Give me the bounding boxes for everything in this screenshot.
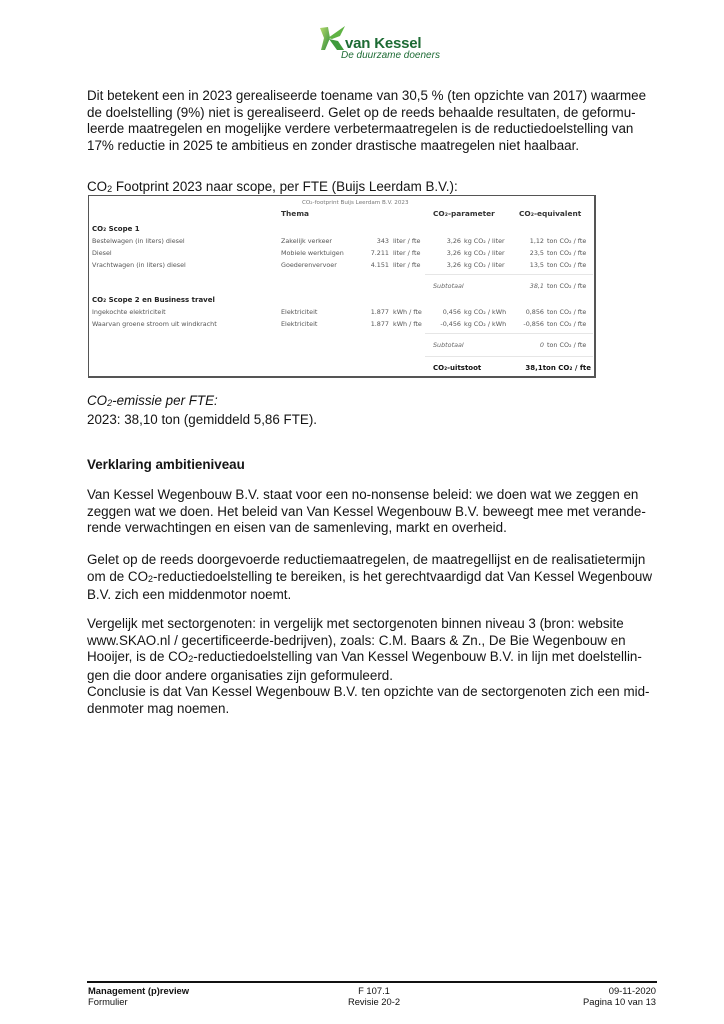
subtotal-value: 0 — [539, 341, 544, 349]
caption-subscript: 2 — [107, 184, 113, 194]
emission-label-suffix: -emissie per FTE: — [112, 393, 218, 408]
row-qty-unit: liter / fte — [393, 261, 421, 269]
k-leaf-icon — [318, 24, 348, 52]
co2-footprint-table — [88, 195, 596, 378]
paragraph-middenmotor — [87, 552, 657, 604]
subtotal-unit: ton CO₂ / fte — [547, 341, 587, 349]
row-param-unit: kg CO₂ / kWh — [464, 320, 507, 328]
paragraph-text: Gelet op de reeds doorgevoerde reductiemaatregelen, de maatregellijst en de realisatietermijn om de CO — [87, 552, 646, 584]
subtotal-label: Subtotaal — [433, 341, 464, 349]
total-value: 38,1ton CO₂ / fte — [525, 364, 591, 372]
table-title: CO₂-footprint Buijs Leerdam B.V. 2023 — [302, 200, 409, 206]
emission-label-sub: 2 — [107, 398, 113, 408]
row-thema: Elektriciteit — [281, 320, 318, 328]
row-param-unit: kg CO₂ / kWh — [464, 308, 507, 316]
paragraph-text: Vergelijk met sectorgenoten: in vergelijk met sectorgenoten binnen niveau 3 (bron: website www.SKAO.nl / gecertificeerde-bedrijven), zoals: C.M. Baars & Zn., De Bie Wegenbouw en Hooijer, is de CO — [87, 616, 626, 665]
row-item: Vrachtwagen (in liters) diesel — [92, 261, 186, 269]
footer-revision: Revisie 20-2 — [347, 996, 401, 1007]
row-thema: Mobiele werktuigen — [281, 249, 344, 257]
row-divider — [425, 356, 593, 357]
row-eq: -0,856 — [523, 320, 544, 328]
subtotal-value: 38,1 — [529, 282, 544, 290]
paragraph-policy: Van Kessel Wegenbouw B.V. staat voor een no-nonsense beleid: we doen wat we zeggen en zeggen wat we doen. Het beleid van Van Kessel Wegenbouw B.V. beweegt mee met verande-rende verwachtingen en eisen van de samenleving, markt en overheid. — [87, 487, 646, 536]
row-qty: 1.877 — [370, 308, 389, 316]
subscript: 2 — [188, 654, 194, 665]
row-param-unit: kg CO₂ / liter — [464, 261, 505, 269]
row-divider — [425, 274, 593, 275]
row-eq: 23,5 — [529, 249, 544, 257]
row-qty-unit: liter / fte — [393, 237, 421, 245]
total-label: CO₂-uitstoot — [433, 364, 482, 372]
paragraph-text: -reductiedoelstelling van Van Kessel Wegenbouw B.V. in lijn met doelstellin-gen die door andere organisaties zijn geformuleerd. — [87, 649, 642, 683]
caption-suffix: Footprint 2023 naar scope, per FTE (Buijs Leerdam B.V.): — [112, 179, 458, 194]
conclusion-text: Conclusie is dat Van Kessel Wegenbouw B.V. ten opzichte van de sectorgenoten zich een mid-denmoter mag noemen. — [87, 684, 650, 716]
row-thema: Elektriciteit — [281, 308, 318, 316]
emission-label-prefix: CO — [87, 393, 108, 408]
row-thema: Zakelijk verkeer — [281, 237, 333, 245]
row-param: 3,26 — [446, 249, 461, 257]
subscript: 2 — [148, 573, 154, 584]
row-eq: 0,856 — [525, 308, 544, 316]
emission-label — [87, 393, 317, 412]
footer-code: F 107.1 — [358, 985, 390, 996]
table-caption — [87, 179, 458, 194]
footer-doc-type: Formulier — [88, 996, 128, 1007]
row-eq-unit: ton CO₂ / fte — [547, 308, 587, 316]
paragraph-sector-comparison — [87, 616, 657, 718]
logo-tagline: De duurzame doeners — [341, 50, 440, 61]
logo-name: van Kessel — [345, 35, 422, 52]
emission-value: 2023: 38,10 ton (gemiddeld 5,86 FTE). — [87, 411, 318, 427]
row-param: 3,26 — [446, 261, 461, 269]
row-param-unit: kg CO₂ / liter — [464, 237, 505, 245]
row-eq-unit: ton CO₂ / fte — [547, 237, 587, 245]
row-eq-unit: ton CO₂ / fte — [547, 249, 587, 257]
footer-divider — [87, 981, 657, 983]
footer-doc-title: Management (p)review — [88, 985, 190, 996]
comparison-text — [87, 616, 657, 684]
header-co2-equivalent: CO₂-equivalent — [519, 209, 582, 218]
row-item: Waarvan groene stroom uit windkracht — [92, 320, 217, 328]
row-item: Ingekochte elektriciteit — [92, 308, 166, 316]
scope1-label: CO₂ Scope 1 — [92, 225, 140, 233]
row-item: Diesel — [92, 249, 112, 257]
row-qty: 1.877 — [370, 320, 389, 328]
row-qty-unit: kWh / fte — [393, 308, 422, 316]
subtotal-unit: ton CO₂ / fte — [547, 282, 587, 290]
row-eq: 13,5 — [529, 261, 544, 269]
row-qty: 7.211 — [370, 249, 389, 257]
row-item: Bestelwagen (in liters) diesel — [92, 237, 185, 245]
row-divider — [425, 333, 593, 334]
row-eq-unit: ton CO₂ / fte — [547, 320, 587, 328]
row-qty: 4.151 — [370, 261, 389, 269]
row-qty-unit: kWh / fte — [393, 320, 422, 328]
emission-per-fte — [87, 393, 317, 428]
footer-date: 09-11-2020 — [608, 985, 656, 996]
row-qty-unit: liter / fte — [393, 249, 421, 257]
row-param: 3,26 — [446, 237, 461, 245]
paragraph-text: -reductiedoelstelling te bereiken, is het gerechtvaardigd dat Van Kessel Wegenbouw B.V. zich een middenmotor noemt. — [87, 568, 653, 603]
intro-paragraph: Dit betekent een in 2023 gerealiseerde toename van 30,5 % (ten opzichte van 2017) waarmee de doelstelling (9%) niet is gerealiseerd. Gelet op de reeds behaalde resultaten, de geformu-leerde maatregelen en mogelijke verdere verbetermaatregelen is de reductiedoelstelling van 17% reductie in 2025 te ambitieus en zonder drastische maatregelen niet haalbaar. — [87, 88, 647, 153]
footer-page-number: Pagina 10 van 13 — [583, 996, 656, 1007]
row-param-unit: kg CO₂ / liter — [464, 249, 505, 257]
row-param: -0,456 — [440, 320, 461, 328]
scope2-label: CO₂ Scope 2 en Business travel — [92, 296, 215, 304]
header-thema: Thema — [281, 209, 310, 218]
subtotal-label: Subtotaal — [433, 282, 464, 290]
header-co2-parameter: CO₂-parameter — [433, 209, 495, 218]
row-thema: Goederenvervoer — [281, 261, 337, 269]
row-qty: 343 — [376, 237, 389, 245]
row-eq-unit: ton CO₂ / fte — [547, 261, 587, 269]
row-param: 0,456 — [442, 308, 461, 316]
row-eq: 1,12 — [529, 237, 544, 245]
section-heading: Verklaring ambitieniveau — [87, 457, 245, 472]
caption-prefix: CO — [87, 179, 108, 194]
company-logo — [318, 24, 440, 61]
